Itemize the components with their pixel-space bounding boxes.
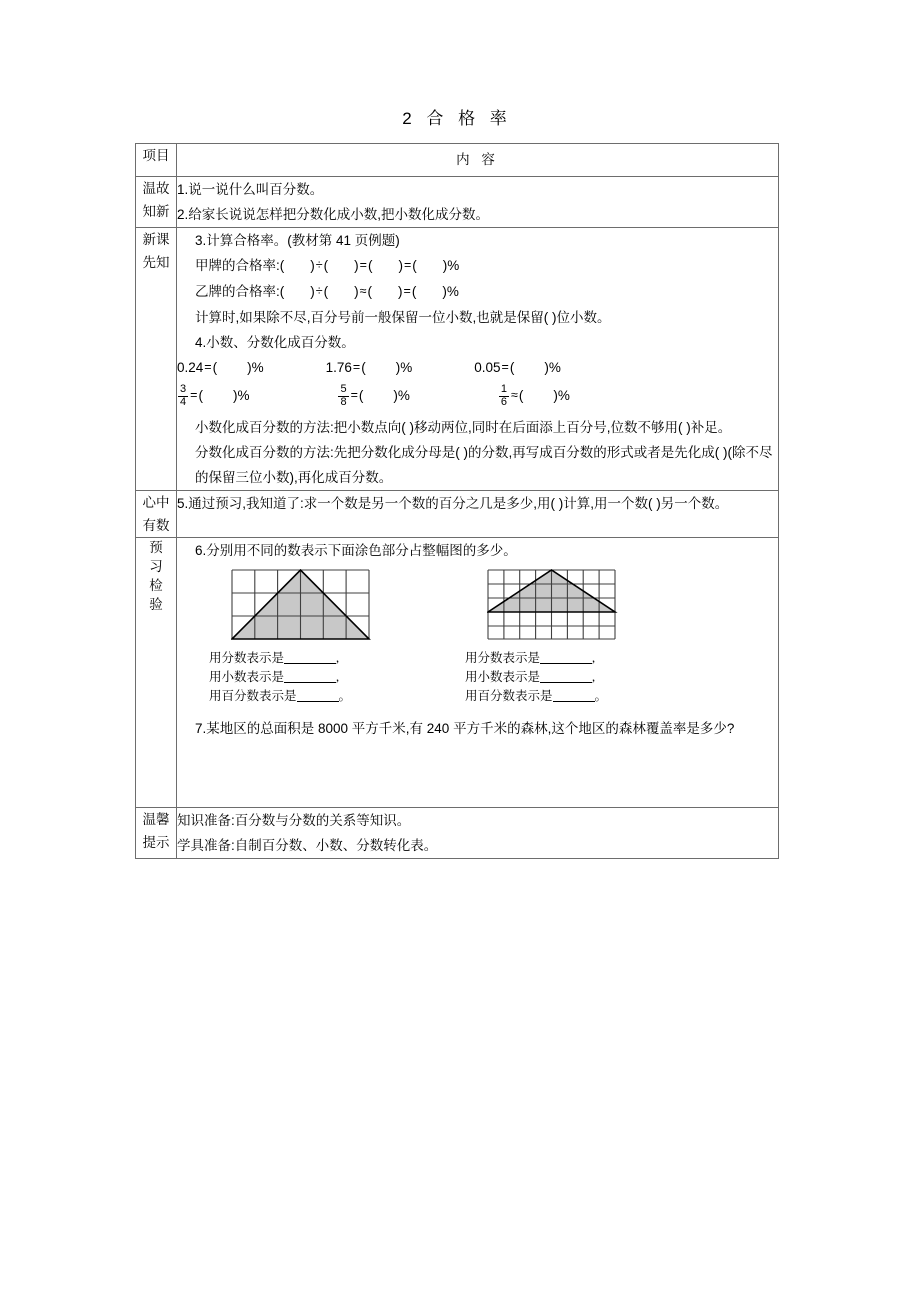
check-item-6: 6.分别用不同的数表示下面涂色部分占整幅图的多少。	[195, 543, 517, 558]
row-content-review	[177, 177, 779, 228]
row-label-tips-line2: 提示	[142, 835, 170, 850]
row-label-check-char4: 验	[149, 597, 163, 612]
blank-b3: ( )	[367, 284, 403, 299]
decimal-1: 0.24	[177, 360, 204, 375]
figure-1-line-fraction	[209, 649, 401, 668]
table-row-understand	[136, 491, 779, 538]
row-content-check	[177, 538, 779, 808]
figure-2-answer-lines	[457, 649, 657, 706]
header-col2	[177, 144, 779, 177]
fraction-1-6	[499, 384, 509, 408]
op-equal-a1: =	[359, 258, 367, 272]
blank-b4: ( )	[411, 284, 447, 299]
figure-1-canvas	[201, 569, 401, 640]
figure-2-tail-percent: 。	[594, 689, 608, 703]
blank-f2: ( )	[358, 388, 398, 403]
row-label-check-char1: 预	[149, 540, 163, 555]
fraction-5-8-numerator: 5	[340, 383, 347, 396]
row-label-tips	[136, 808, 177, 859]
table-header-row	[136, 144, 779, 177]
percent-d1: %	[251, 360, 264, 375]
blank-b1: ( )	[279, 284, 315, 299]
blank-a3: ( )	[367, 258, 403, 273]
op-divide-b: ÷	[315, 284, 323, 298]
percent-f2: %	[397, 388, 410, 403]
table-row-preview	[136, 228, 779, 491]
preview-item-4-title: 4.小数、分数化成百分数。	[195, 335, 355, 350]
figure-1-label-decimal: 用小数表示是	[209, 670, 285, 684]
op-equal-d1: =	[204, 360, 212, 374]
figure-1-tail-fraction: ,	[336, 651, 340, 665]
row-label-understand-line2: 有数	[142, 518, 170, 533]
row-content-understand	[177, 491, 779, 538]
figure-2-label-fraction: 用分数表示是	[465, 651, 541, 665]
fraction-1-6-numerator: 1	[500, 383, 508, 396]
grid-triangle-figure-2	[487, 569, 627, 640]
row-label-check-char2: 习	[149, 559, 163, 574]
figure-2-line-fraction	[465, 649, 657, 668]
figure-2-line-decimal	[465, 668, 657, 687]
row-label-check	[136, 538, 177, 808]
preview-method-fraction: 分数化成百分数的方法:先把分数化成分母是( )的分数,再写成百分数的形式或者是先化成( )(除不尽的保留三位小数),再化成百分数。	[195, 445, 773, 485]
fraction-3-4-denominator: 4	[180, 395, 187, 408]
row-label-understand-line1: 心中	[142, 495, 170, 510]
row-label-review-line2: 知新	[142, 204, 170, 219]
blank-f1: ( )	[198, 388, 238, 403]
preview-item-3-line-b	[177, 279, 778, 305]
understand-item-5: 5.通过预习,我知道了:求一个数是另一个数的百分之几是多少,用( )计算,用一个数( )另一个数。	[177, 496, 729, 511]
figure-1-blank-percent[interactable]	[297, 688, 339, 702]
blank-f3: ( )	[518, 388, 558, 403]
blank-a4: ( )	[412, 258, 448, 273]
header-col2-text: 内 容	[456, 152, 499, 167]
preview-method-decimal: 小数化成百分数的方法:把小数点向( )移动两位,同时在后面添上百分号,位数不够用( )补足。	[195, 420, 732, 435]
row-label-understand	[136, 491, 177, 538]
percent-d2: %	[400, 360, 413, 375]
percent-f1: %	[237, 388, 250, 403]
preview-item-3-line-a	[177, 253, 778, 279]
review-item-2: 2.给家长说说怎样把分数化成小数,把小数化成分数。	[177, 207, 490, 222]
figure-2-canvas	[457, 569, 657, 640]
figure-2-blank-fraction[interactable]	[540, 650, 592, 664]
figure-1-line-percent	[209, 687, 401, 706]
op-approx-f3: ≈	[511, 388, 518, 402]
figure-1-line-decimal	[209, 668, 401, 687]
row-label-tips-line1: 温馨	[142, 812, 170, 827]
row-label-preview-line1: 新课	[142, 232, 170, 247]
figure-1-blank-decimal[interactable]	[284, 669, 336, 683]
row-content-tips	[177, 808, 779, 859]
decimal-2: 1.76	[325, 360, 352, 375]
check-item-7: 7.某地区的总面积是 8000 平方千米,有 240 平方千米的森林,这个地区的森林覆盖率是多少?	[195, 721, 735, 736]
percent-b: %	[446, 284, 459, 299]
row-label-check-char3: 检	[149, 578, 163, 593]
fraction-5-8	[338, 384, 348, 408]
fraction-1-6-denominator: 6	[500, 395, 508, 408]
grid-triangle-figure-1	[231, 569, 371, 640]
op-equal-a2: =	[403, 258, 412, 272]
figures-container	[177, 569, 778, 706]
fraction-5-8-denominator: 8	[340, 395, 347, 408]
figure-1-label-percent: 用百分数表示是	[209, 689, 297, 703]
brand-a-label: 甲牌的合格率:	[195, 258, 280, 273]
table-row-tips	[136, 808, 779, 859]
row-label-review-line1: 温故	[142, 181, 170, 196]
op-equal-d3: =	[501, 360, 509, 374]
figure-1-blank-fraction[interactable]	[284, 650, 336, 664]
op-approx-b: ≈	[359, 284, 367, 298]
row-label-preview	[136, 228, 177, 491]
figure-1-tail-decimal: ,	[336, 670, 340, 684]
row-label-review	[136, 177, 177, 228]
percent-d3: %	[548, 360, 561, 375]
figure-1-tail-percent: 。	[338, 689, 352, 703]
preview-fraction-conversions	[177, 381, 778, 411]
figure-2-block	[457, 569, 657, 706]
brand-b-label: 乙牌的合格率:	[195, 284, 280, 299]
review-item-1: 1.说一说什么叫百分数。	[177, 182, 324, 197]
preview-item-3-title: 3.计算合格率。(教材第 41 页例题)	[195, 233, 400, 248]
blank-d1: ( )	[212, 360, 252, 375]
preview-decimal-conversions	[177, 355, 778, 381]
header-col1: 项目	[136, 144, 177, 177]
blank-d3: ( )	[509, 360, 549, 375]
tips-item-1: 知识准备:百分数与分数的关系等知识。	[177, 813, 411, 828]
percent-f3: %	[557, 388, 570, 403]
op-equal-b: =	[403, 284, 411, 298]
blank-a1: ( )	[279, 258, 315, 273]
op-equal-f1: =	[190, 388, 198, 402]
figure-2-line-percent	[465, 687, 657, 706]
percent-a: %	[447, 258, 460, 273]
op-equal-f2: =	[350, 388, 358, 402]
page-title: 2 合 格 率	[402, 109, 512, 128]
figure-2-label-decimal: 用小数表示是	[465, 670, 541, 684]
op-divide-a: ÷	[315, 258, 323, 272]
preview-item-3-note: 计算时,如果除不尽,百分号前一般保留一位小数,也就是保留( )位小数。	[195, 310, 611, 325]
fraction-3-4-numerator: 3	[180, 383, 187, 396]
row-content-preview	[177, 228, 779, 491]
row-label-preview-line2: 先知	[142, 255, 170, 270]
figure-1-label-fraction: 用分数表示是	[209, 651, 285, 665]
blank-a2: ( )	[323, 258, 359, 273]
tips-item-2: 学具准备:自制百分数、小数、分数转化表。	[177, 838, 438, 853]
blank-d2: ( )	[361, 360, 401, 375]
figure-2-tail-fraction: ,	[592, 651, 596, 665]
figure-1-answer-lines	[201, 649, 401, 706]
blank-b2: ( )	[323, 284, 359, 299]
table-row-review	[136, 177, 779, 228]
figure-2-blank-decimal[interactable]	[540, 669, 592, 683]
figure-2-label-percent: 用百分数表示是	[465, 689, 553, 703]
table-row-check	[136, 538, 779, 808]
figure-1-block	[201, 569, 401, 706]
worksheet-table	[135, 143, 779, 859]
check-item-7-answer-space[interactable]	[177, 741, 778, 807]
decimal-3: 0.05	[474, 360, 501, 375]
figure-2-tail-decimal: ,	[592, 670, 596, 684]
op-equal-d2: =	[352, 360, 361, 374]
figure-2-blank-percent[interactable]	[553, 688, 595, 702]
fraction-3-4	[178, 384, 188, 408]
